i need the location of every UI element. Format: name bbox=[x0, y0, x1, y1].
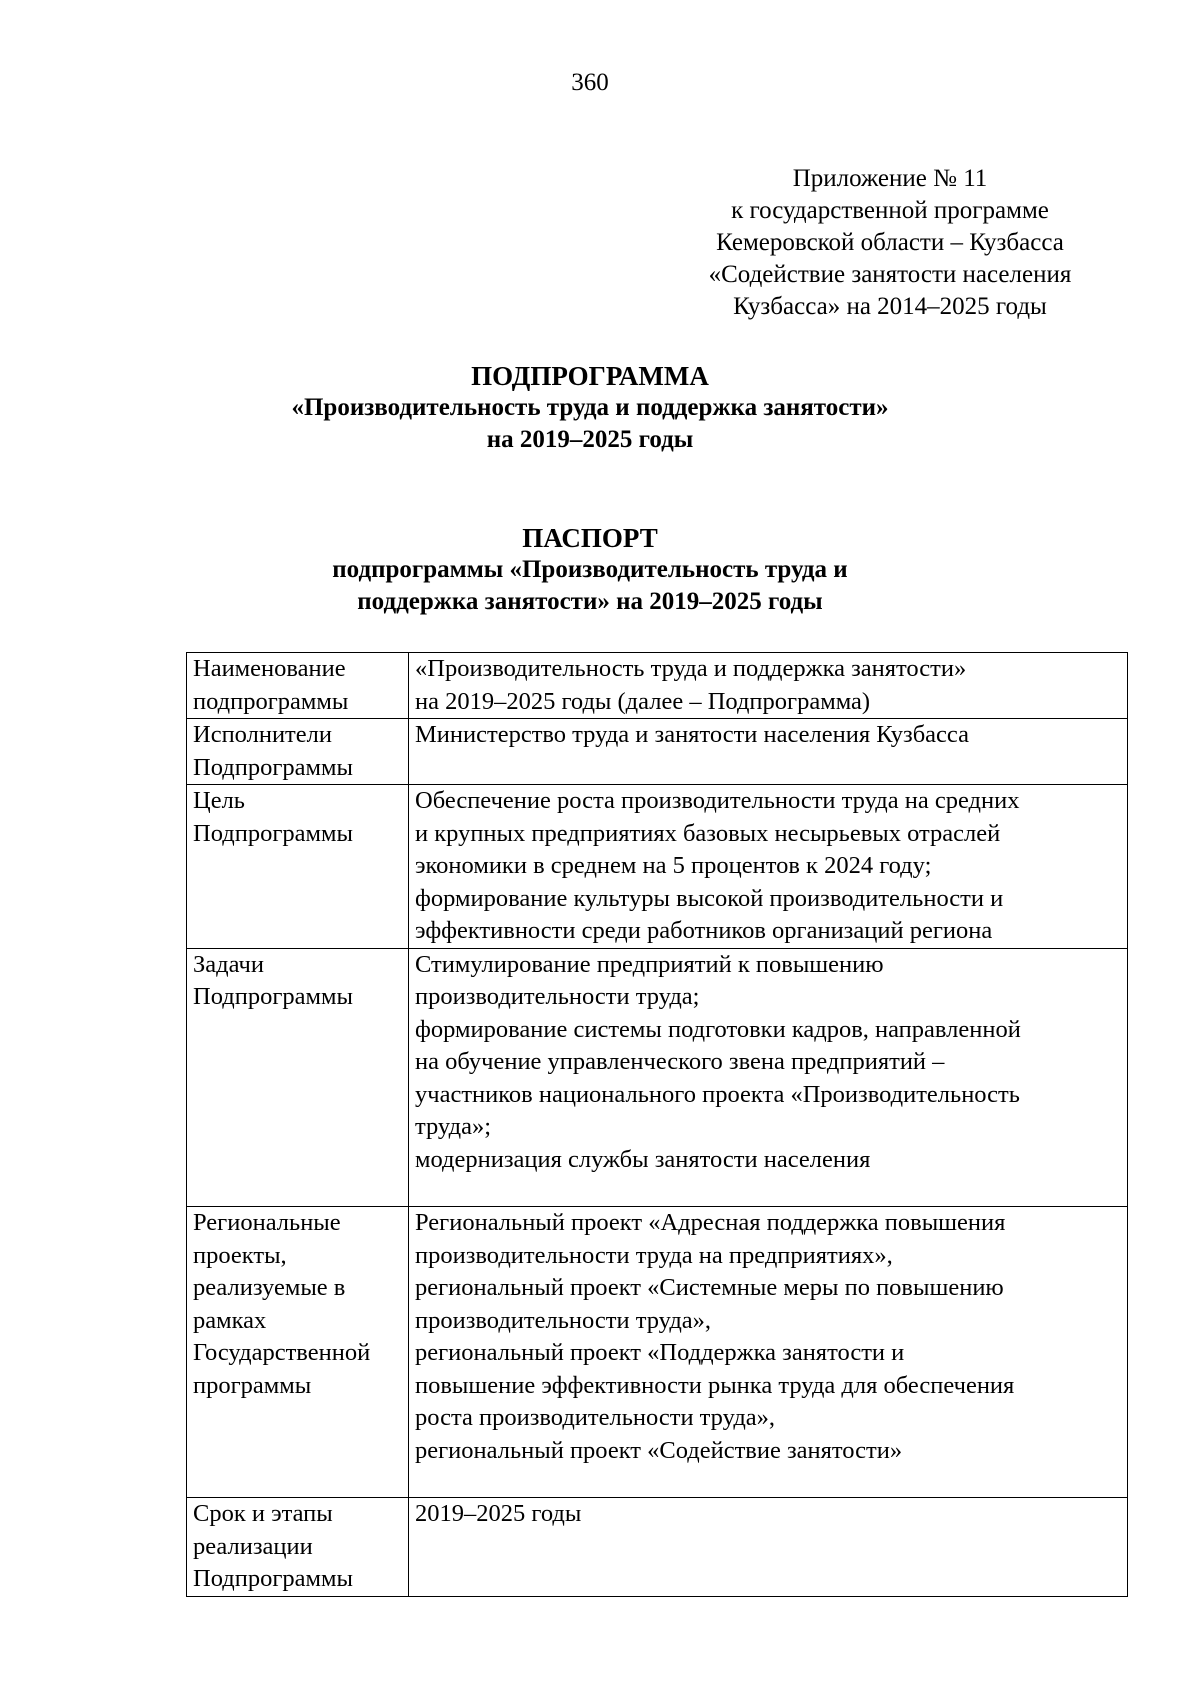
passport-subtitle-line: подпрограммы «Производительность труда и bbox=[332, 556, 848, 583]
row-value-line: на 2019–2025 годы (далее – Подпрограмма) bbox=[415, 687, 871, 715]
row-label-line: Задачи bbox=[193, 950, 264, 978]
row-value-line: региональный проект «Содействие занятости» bbox=[415, 1436, 903, 1464]
row-label-line: Цель bbox=[193, 787, 245, 814]
row-value-line: региональный проект «Поддержка занятости и bbox=[415, 1339, 905, 1366]
row-label-line: реализуемые в bbox=[193, 1274, 346, 1301]
appendix-line: Кузбасса» на 2014–2025 годы bbox=[733, 293, 1047, 320]
table-row bbox=[187, 719, 1128, 785]
row-label-line: подпрограммы bbox=[193, 687, 349, 715]
appendix-line: к государственной программе bbox=[731, 197, 1049, 224]
row-label-line: проекты, bbox=[193, 1241, 287, 1269]
row-value-line: Стимулирование предприятий к повышению bbox=[415, 950, 884, 978]
row-value-line: участников национального проекта «Производительность bbox=[415, 1080, 1020, 1108]
row-label-line: реализации bbox=[193, 1532, 313, 1560]
row-label-line: Исполнители bbox=[193, 721, 332, 748]
table-row bbox=[187, 948, 1128, 1207]
row-label-cell bbox=[187, 948, 409, 1207]
appendix-line: Приложение № 11 bbox=[792, 165, 988, 192]
page-number: 360 bbox=[571, 69, 609, 96]
row-label-line: Государственной bbox=[193, 1339, 371, 1366]
row-value-line: труда»; bbox=[415, 1113, 492, 1140]
row-label-line: Подпрограммы bbox=[193, 819, 353, 847]
row-value-cell bbox=[409, 1207, 1128, 1498]
row-value-line: региональный проект «Системные меры по повышению bbox=[415, 1274, 1004, 1301]
row-value-line: производительности труда», bbox=[415, 1306, 712, 1334]
passport-heading: ПАСПОРТ bbox=[522, 523, 658, 553]
row-value-line: производительности труда; bbox=[415, 983, 700, 1010]
row-label-cell bbox=[187, 1207, 409, 1498]
subprogram-heading: ПОДПРОГРАММА bbox=[471, 361, 709, 391]
row-value-line: на обучение управленческого звена предприятий – bbox=[415, 1048, 945, 1075]
row-value-cell bbox=[409, 785, 1128, 949]
row-value-line: «Производительность труда и поддержка занятости» bbox=[415, 655, 967, 682]
passport-table-body bbox=[187, 653, 1128, 1597]
row-value-cell bbox=[409, 719, 1128, 785]
row-label-line: программы bbox=[193, 1371, 312, 1399]
table-row bbox=[187, 785, 1128, 949]
appendix-reference bbox=[660, 163, 1120, 323]
row-value-line: экономики в среднем на 5 процентов к 2024 году; bbox=[415, 852, 932, 879]
row-label-line: Региональные bbox=[193, 1209, 341, 1236]
row-value-line: Региональный проект «Адресная поддержка повышения bbox=[415, 1209, 1006, 1236]
row-value-line: формирование культуры высокой производительности и bbox=[415, 884, 1004, 912]
table-row bbox=[187, 653, 1128, 719]
row-value-line: Министерство труда и занятости населения Кузбасса bbox=[415, 721, 969, 748]
row-value-line: роста производительности труда», bbox=[415, 1404, 776, 1431]
subprogram-period: на 2019–2025 годы bbox=[486, 426, 694, 453]
row-value-line: и крупных предприятиях базовых несырьевых отраслей bbox=[415, 819, 1001, 847]
passport-table bbox=[186, 652, 1128, 1597]
row-value-line: Обеспечение роста производительности труда на средних bbox=[415, 787, 1020, 814]
row-label-cell bbox=[187, 719, 409, 785]
row-label-line: Подпрограммы bbox=[193, 1565, 353, 1592]
row-label-line: Наименование bbox=[193, 655, 346, 682]
row-label-line: рамках bbox=[193, 1306, 267, 1334]
row-value-line: 2019–2025 годы bbox=[415, 1500, 582, 1527]
row-value-line: модернизация службы занятости населения bbox=[415, 1145, 871, 1173]
subprogram-name: «Производительность труда и поддержка занятости» bbox=[291, 394, 889, 421]
row-label-cell bbox=[187, 1498, 409, 1597]
row-label-line: Срок и этапы bbox=[193, 1500, 333, 1527]
row-value-cell bbox=[409, 1498, 1128, 1597]
appendix-line: «Содействие занятости населения bbox=[708, 261, 1072, 288]
passport-subtitle-line: поддержка занятости» на 2019–2025 годы bbox=[357, 588, 823, 615]
row-value-line: эффективности среди работников организаций региона bbox=[415, 917, 993, 944]
row-value-cell bbox=[409, 653, 1128, 719]
row-label-cell bbox=[187, 653, 409, 719]
row-label-line: Подпрограммы bbox=[193, 983, 353, 1010]
subprogram-title bbox=[0, 360, 1180, 456]
row-label-cell bbox=[187, 785, 409, 949]
row-value-line: формирование системы подготовки кадров, направленной bbox=[415, 1015, 1021, 1043]
passport-title bbox=[0, 522, 1180, 618]
row-value-cell bbox=[409, 948, 1128, 1207]
table-row bbox=[187, 1498, 1128, 1597]
appendix-line: Кемеровской области – Кузбасса bbox=[716, 229, 1064, 256]
row-value-line: повышение эффективности рынка труда для обеспечения bbox=[415, 1371, 1015, 1399]
row-label-line: Подпрограммы bbox=[193, 753, 353, 781]
table-row bbox=[187, 1207, 1128, 1498]
row-value-line: производительности труда на предприятиях», bbox=[415, 1241, 893, 1269]
